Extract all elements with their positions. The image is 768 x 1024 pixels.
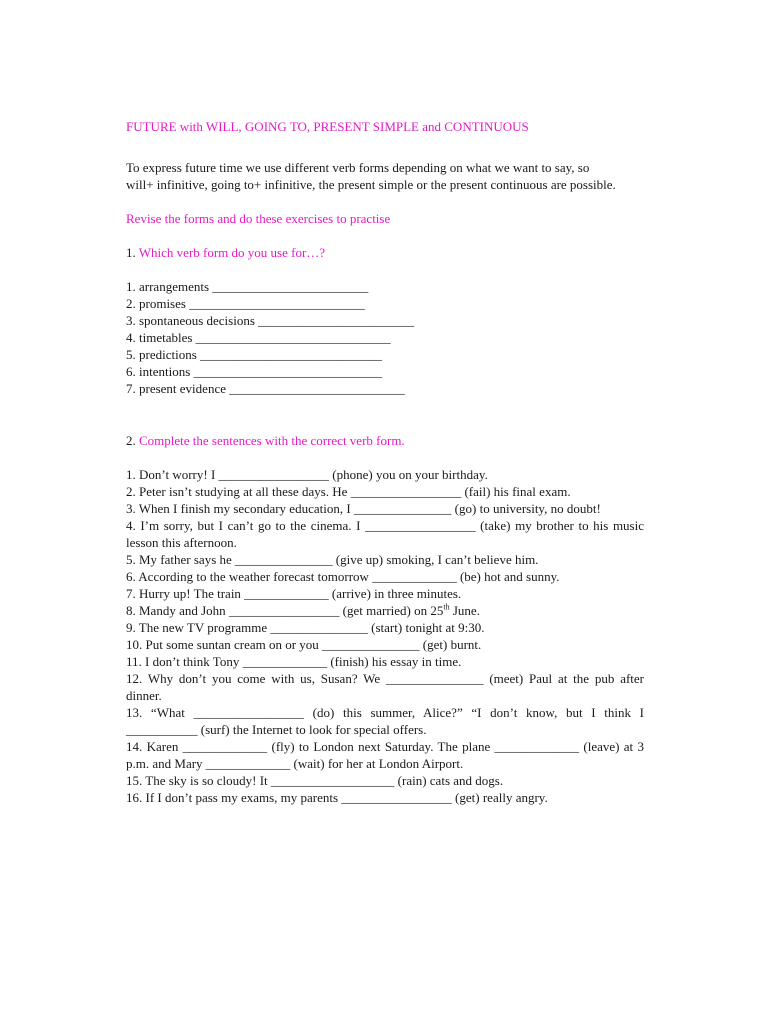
- sentence-list: [126, 466, 644, 806]
- verb-form-list: [126, 278, 644, 397]
- exercise-1-number: 1.: [126, 245, 136, 260]
- sentence: 7. Hurry up! The train _____________ (arrive) in three minutes.: [126, 586, 462, 601]
- sentence: 2. Peter isn’t studying at all these days. He _________________ (fail) his final exam.: [126, 484, 571, 499]
- intro-line-1: To express future time we use different verb forms depending on what we want to say, so: [126, 160, 590, 175]
- list-item: 3. spontaneous decisions ________________________: [126, 313, 415, 328]
- list-item: 7. present evidence ___________________________: [126, 381, 405, 396]
- sentence: 10. Put some suntan cream on or you _______________ (get) burnt.: [126, 637, 482, 652]
- sentence: 3. When I finish my secondary education, I _______________ (go) to university, no doubt!: [126, 501, 601, 516]
- intro-line-2: will+ infinitive, going to+ infinitive, the present simple or the present continuous are possible.: [126, 177, 616, 192]
- revise-instruction: Revise the forms and do these exercises to practise: [126, 211, 391, 226]
- list-item: 6. intentions _____________________________: [126, 364, 383, 379]
- sentence: 5. My father says he _______________ (give up) smoking, I can’t believe him.: [126, 552, 539, 567]
- sentence: 6. According to the weather forecast tomorrow _____________ (be) hot and sunny.: [126, 569, 560, 584]
- sentence: 9. The new TV programme _______________ (start) tonight at 9:30.: [126, 620, 485, 635]
- list-item: 5. predictions ____________________________: [126, 347, 383, 362]
- sentence-8-text: 8. Mandy and John _________________ (get married) on 25: [126, 603, 444, 618]
- list-item: 2. promises ___________________________: [126, 296, 365, 311]
- exercise-2-number: 2.: [126, 433, 136, 448]
- sentence: [126, 602, 644, 619]
- sentence: 13. “What _________________ (do) this summer, Alice?” “I don’t know, but I think I ___________ (surf) the Internet to look for special offers.: [126, 705, 644, 737]
- intro-paragraph: [126, 159, 644, 193]
- sentence: 11. I don’t think Tony _____________ (finish) his essay in time.: [126, 654, 462, 669]
- exercise-2-title: Complete the sentences with the correct verb form.: [139, 433, 405, 448]
- sentence: 1. Don’t worry! I _________________ (phone) you on your birthday.: [126, 467, 488, 482]
- spacer: [126, 397, 644, 432]
- worksheet-title: FUTURE with WILL, GOING TO, PRESENT SIMPLE and CONTINUOUS: [126, 119, 529, 134]
- worksheet: [126, 118, 644, 806]
- exercise-1-heading: [126, 244, 644, 261]
- exercise-2-heading: [126, 432, 644, 449]
- sentence: 4. I’m sorry, but I can’t go to the cinema. I _________________ (take) my brother to his music lesson this afternoon.: [126, 518, 644, 550]
- sentence: 12. Why don’t you come with us, Susan? We _______________ (meet) Paul at the pub after dinner.: [126, 671, 644, 703]
- exercise-1-title: Which verb form do you use for…?: [138, 245, 326, 260]
- sentence: 16. If I don’t pass my exams, my parents _________________ (get) really angry.: [126, 790, 548, 805]
- sentence: 15. The sky is so cloudy! It ___________________ (rain) cats and dogs.: [126, 773, 504, 788]
- ordinal-suffix: th: [443, 602, 450, 612]
- list-item: 1. arrangements ________________________: [126, 279, 369, 294]
- sentence-8-end: June.: [449, 603, 480, 618]
- list-item: 4. timetables ______________________________: [126, 330, 391, 345]
- sentence: 14. Karen _____________ (fly) to London next Saturday. The plane _____________ (leave) at 3 p.m. and Mary _____________ (wait) for her at London Airport.: [126, 739, 644, 771]
